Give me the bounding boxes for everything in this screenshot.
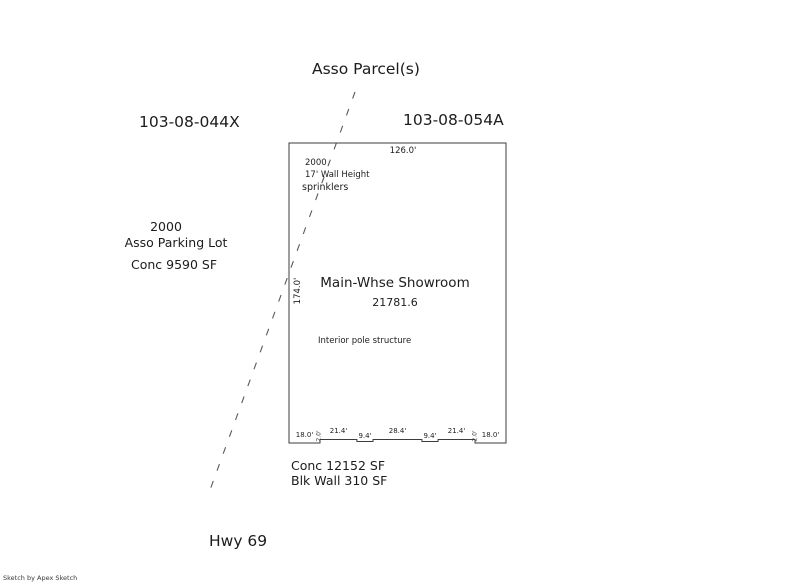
bottom-dim-7: 18.0' (481, 431, 500, 439)
road-label: Hwy 69 (209, 532, 268, 550)
bottom-dim-step-left: 2.0' (315, 430, 323, 442)
parking-lot-number: 2000 (150, 219, 182, 234)
building-area-value: 21781.6 (372, 296, 418, 309)
building-interior-note: Interior pole structure (318, 336, 412, 346)
parking-lot-name: Asso Parking Lot (124, 235, 228, 250)
bottom-dim-6: 21.4' (447, 427, 466, 435)
bottom-dim-5: 9.4' (423, 432, 437, 440)
page-title: Asso Parcel(s) (312, 60, 420, 78)
building-annotation-wall-height: 17' Wall Height (305, 170, 370, 180)
parcel-id-right: 103-08-054A (403, 111, 504, 129)
building-left-dimension: 174.0' (293, 277, 304, 305)
block-wall-label: Blk Wall 310 SF (291, 473, 388, 488)
building-annotation-sprinklers: sprinklers (302, 182, 349, 193)
bottom-dim-4: 28.4' (388, 427, 407, 435)
bottom-dim-1: 18.0' (295, 431, 314, 439)
concrete-area-label: Conc 12152 SF (291, 458, 386, 473)
bottom-dim-3: 9.4' (358, 432, 372, 440)
building-name: Main-Whse Showroom (320, 275, 470, 291)
bottom-dim-step-right: 2.0' (471, 430, 479, 442)
bottom-dim-2: 21.4' (329, 427, 348, 435)
parking-lot-area: Conc 9590 SF (130, 257, 218, 272)
apex-sketch-watermark: Sketch by Apex Sketch (3, 574, 78, 582)
building-annotation-number: 2000 (305, 158, 327, 168)
parcel-id-left: 103-08-044X (139, 113, 240, 131)
building-top-dimension: 126.0' (389, 146, 417, 156)
